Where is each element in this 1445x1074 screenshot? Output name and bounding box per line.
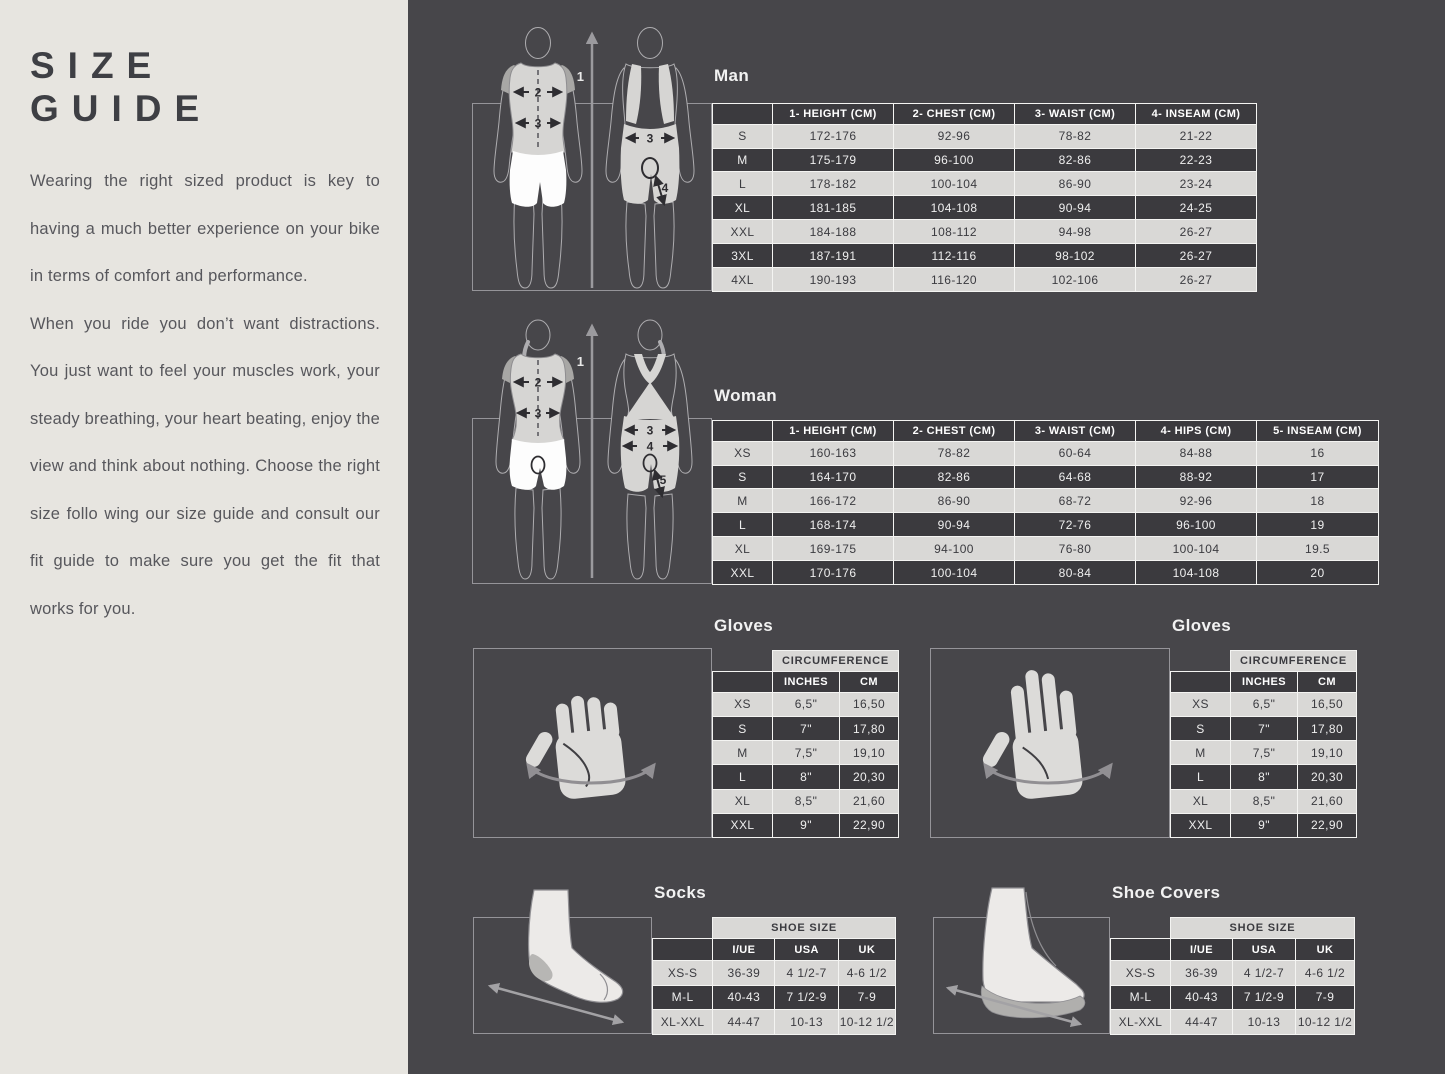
table-cell: 76-80 <box>1015 537 1136 561</box>
table-row <box>1171 692 1357 716</box>
table-cell: 8,5" <box>1231 789 1298 813</box>
table-cell: XL-XXL <box>653 1010 713 1035</box>
table-cell: 16,50 <box>840 692 899 716</box>
table-cell: M <box>713 489 773 513</box>
table-cell: 20,30 <box>840 765 899 789</box>
table-cell: S <box>713 124 773 148</box>
table-cell: XXL <box>713 813 773 837</box>
man-section-title: Man <box>714 66 750 85</box>
table-cell: 7,5" <box>773 741 840 765</box>
table-cell: 16,50 <box>1298 692 1357 716</box>
table-cell: 7 1/2-9 <box>775 985 838 1010</box>
table-cell: 187-191 <box>773 244 894 268</box>
size-guide-content <box>408 0 1445 1074</box>
table-cell: 44-47 <box>1171 1010 1233 1035</box>
table-cell: M <box>713 148 773 172</box>
table-cell: 86-90 <box>1015 172 1136 196</box>
table-cell: 24-25 <box>1136 196 1257 220</box>
table-cell: 26-27 <box>1136 268 1257 292</box>
table-cell: 4-6 1/2 <box>1296 960 1355 985</box>
table-header-row <box>713 671 899 692</box>
table-cell: 19.5 <box>1257 537 1379 561</box>
table-cell: 166-172 <box>773 489 894 513</box>
gloves-left-size-table <box>712 650 899 838</box>
table-cell: 22,90 <box>840 813 899 837</box>
table-cell: 40-43 <box>713 985 775 1010</box>
gloves-right-figure-frame <box>930 648 1170 838</box>
table-cell: XS-S <box>653 960 713 985</box>
table-cell: 4XL <box>713 268 773 292</box>
table-cell: M <box>1171 741 1231 765</box>
gloves-right-size-table <box>1170 650 1357 838</box>
column-header-cell: USA <box>775 939 838 960</box>
table-cell: 78-82 <box>894 441 1015 465</box>
woman-height-label: 1 <box>576 354 584 369</box>
table-cell: 98-102 <box>1015 244 1136 268</box>
table-header-row <box>713 104 1257 125</box>
table-cell: 10-13 <box>1233 1010 1296 1035</box>
fingerless-glove-illustration <box>474 649 711 837</box>
column-header-cell: 4- INSEAM (CM) <box>1136 104 1257 125</box>
table-row <box>713 789 899 813</box>
table-row <box>713 741 899 765</box>
column-header-cell <box>1111 939 1171 960</box>
table-cell: 96-100 <box>894 148 1015 172</box>
table-cell: 36-39 <box>713 960 775 985</box>
table-cell: 26-27 <box>1136 244 1257 268</box>
table-row <box>653 1010 896 1035</box>
column-header-cell <box>1171 671 1231 692</box>
table-header-row <box>1171 671 1357 692</box>
table-cell: 104-108 <box>894 196 1015 220</box>
socks-figure-frame <box>473 917 652 1034</box>
shoe-covers-figure-frame <box>933 917 1110 1034</box>
woman-back-waist-label: 3 <box>646 423 654 438</box>
table-cell: 4-6 1/2 <box>838 960 895 985</box>
man-measurement-diagram <box>474 24 714 294</box>
table-row <box>713 148 1257 172</box>
table-row <box>1111 985 1355 1010</box>
table-cell: 7,5" <box>1231 741 1298 765</box>
table-span-header-row <box>653 918 896 939</box>
table-cell: XS <box>713 441 773 465</box>
table-cell: 82-86 <box>894 465 1015 489</box>
table-cell: 92-96 <box>894 124 1015 148</box>
table-cell: 175-179 <box>773 148 894 172</box>
table-cell: L <box>713 765 773 789</box>
table-cell: 19,10 <box>1298 741 1357 765</box>
man-waist-label: 3 <box>534 116 542 131</box>
column-header-cell: UK <box>1296 939 1355 960</box>
empty-cell <box>653 918 713 939</box>
man-chest-label: 2 <box>534 85 542 100</box>
table-row <box>713 537 1379 561</box>
table-cell: 17,80 <box>840 717 899 741</box>
gloves-right-section-title: Gloves <box>1172 616 1232 635</box>
table-cell: 16 <box>1257 441 1379 465</box>
man-height-label: 1 <box>576 69 584 84</box>
man-inseam-label: 4 <box>661 181 669 195</box>
sock-illustration <box>474 918 651 1033</box>
table-cell: 102-106 <box>1015 268 1136 292</box>
table-row <box>713 268 1257 292</box>
column-header-cell: I/UE <box>1171 939 1233 960</box>
table-cell: 4 1/2-7 <box>775 960 838 985</box>
column-header-cell: 3- WAIST (CM) <box>1015 421 1136 442</box>
table-cell: 23-24 <box>1136 172 1257 196</box>
table-cell: 86-90 <box>894 489 1015 513</box>
woman-section-title: Woman <box>714 386 778 405</box>
column-header-cell: CM <box>1298 671 1357 692</box>
table-row <box>1111 960 1355 985</box>
table-cell: 4 1/2-7 <box>1233 960 1296 985</box>
column-header-cell: I/UE <box>713 939 775 960</box>
table-cell: XL <box>713 789 773 813</box>
table-cell: S <box>713 465 773 489</box>
table-row <box>653 985 896 1010</box>
shoe-cover-shape <box>983 888 1084 1002</box>
table-cell: 17 <box>1257 465 1379 489</box>
woman-size-table <box>712 420 1379 585</box>
shoe-covers-size-table <box>1110 917 1355 1035</box>
table-cell: 60-64 <box>1015 441 1136 465</box>
table-cell: 22,90 <box>1298 813 1357 837</box>
man-size-table <box>712 103 1257 292</box>
table-cell: XS <box>1171 692 1231 716</box>
table-cell: XS-S <box>1111 960 1171 985</box>
woman-measurement-diagram <box>474 316 714 586</box>
woman-chest-label: 2 <box>534 375 542 390</box>
column-header-cell: 3- WAIST (CM) <box>1015 104 1136 125</box>
shoe-covers-section-title: Shoe Covers <box>1112 883 1221 902</box>
table-row <box>713 441 1379 465</box>
column-header-cell: INCHES <box>1231 671 1298 692</box>
table-cell: 17,80 <box>1298 717 1357 741</box>
table-cell: 168-174 <box>773 513 894 537</box>
table-cell: 82-86 <box>1015 148 1136 172</box>
table-header-row <box>713 421 1379 442</box>
table-cell: 7 1/2-9 <box>1233 985 1296 1010</box>
table-span-header-row <box>1171 651 1357 672</box>
table-cell: 8" <box>1231 765 1298 789</box>
table-row <box>713 172 1257 196</box>
table-cell: 7-9 <box>838 985 895 1010</box>
table-cell: L <box>1171 765 1231 789</box>
table-row <box>653 960 896 985</box>
table-cell: XXL <box>1171 813 1231 837</box>
column-header-cell: USA <box>1233 939 1296 960</box>
table-cell: 36-39 <box>1171 960 1233 985</box>
table-cell: 20,30 <box>1298 765 1357 789</box>
table-span-header-cell: CIRCUMFERENCE <box>1231 651 1357 672</box>
table-cell: XL <box>713 537 773 561</box>
column-header-cell: INCHES <box>773 671 840 692</box>
shoe-cover-illustration <box>934 918 1109 1033</box>
table-cell: 100-104 <box>894 172 1015 196</box>
table-span-header-row <box>713 651 899 672</box>
table-row <box>1171 765 1357 789</box>
table-cell: 19,10 <box>840 741 899 765</box>
table-cell: XXL <box>713 220 773 244</box>
table-cell: 44-47 <box>713 1010 775 1035</box>
table-cell: 40-43 <box>1171 985 1233 1010</box>
table-cell: 3XL <box>713 244 773 268</box>
table-row <box>713 465 1379 489</box>
table-cell: 7-9 <box>1296 985 1355 1010</box>
sock-shape <box>529 890 623 1002</box>
table-cell: 84-88 <box>1136 441 1257 465</box>
column-header-cell: 1- HEIGHT (CM) <box>773 104 894 125</box>
table-cell: 164-170 <box>773 465 894 489</box>
table-row <box>1171 789 1357 813</box>
table-cell: 190-193 <box>773 268 894 292</box>
table-cell: 78-82 <box>1015 124 1136 148</box>
page-title-line1: SIZE <box>30 45 165 86</box>
table-cell: 7" <box>773 717 840 741</box>
table-cell: 90-94 <box>894 513 1015 537</box>
table-cell: 94-100 <box>894 537 1015 561</box>
table-cell: 18 <box>1257 489 1379 513</box>
table-span-header-cell: SHOE SIZE <box>713 918 896 939</box>
sidebar <box>0 0 408 1074</box>
table-cell: 10-13 <box>775 1010 838 1035</box>
table-cell: L <box>713 513 773 537</box>
column-header-cell <box>713 671 773 692</box>
table-cell: 20 <box>1257 561 1379 585</box>
table-row <box>713 244 1257 268</box>
table-cell: 178-182 <box>773 172 894 196</box>
table-row <box>713 489 1379 513</box>
table-cell: 68-72 <box>1015 489 1136 513</box>
table-cell: 9" <box>773 813 840 837</box>
table-cell: XS <box>713 692 773 716</box>
table-span-header-cell: SHOE SIZE <box>1171 918 1355 939</box>
socks-size-table <box>652 917 896 1035</box>
table-row <box>1171 813 1357 837</box>
table-cell: S <box>1171 717 1231 741</box>
table-cell: 9" <box>1231 813 1298 837</box>
table-cell: 80-84 <box>1015 561 1136 585</box>
column-header-cell: 1- HEIGHT (CM) <box>773 421 894 442</box>
column-header-cell <box>713 104 773 125</box>
column-header-cell <box>653 939 713 960</box>
table-cell: 170-176 <box>773 561 894 585</box>
table-cell: 21,60 <box>840 789 899 813</box>
column-header-cell: 2- CHEST (CM) <box>894 104 1015 125</box>
table-cell: 88-92 <box>1136 465 1257 489</box>
table-cell: XXL <box>713 561 773 585</box>
table-cell: 112-116 <box>894 244 1015 268</box>
table-cell: 6,5" <box>773 692 840 716</box>
page-title <box>30 44 380 130</box>
intro-paragraph-2: When you ride you don’t want distractions. You just want to feel your muscles work, your steady breathing, your heart beating, enjoy the view and think about nothing. Choose the right size follo wing our size guide and consult our fit guide to make sure you get the fit that works for you. <box>30 314 380 618</box>
table-cell: 26-27 <box>1136 220 1257 244</box>
table-cell: 108-112 <box>894 220 1015 244</box>
table-cell: 100-104 <box>894 561 1015 585</box>
table-cell: 8" <box>773 765 840 789</box>
empty-cell <box>713 651 773 672</box>
table-cell: 181-185 <box>773 196 894 220</box>
table-row <box>713 196 1257 220</box>
table-cell: 90-94 <box>1015 196 1136 220</box>
column-header-cell: UK <box>838 939 895 960</box>
table-cell: 184-188 <box>773 220 894 244</box>
woman-waist-label: 3 <box>534 406 542 421</box>
table-header-row <box>1111 939 1355 960</box>
table-row <box>713 765 899 789</box>
woman-inseam-label: 5 <box>659 473 667 487</box>
table-cell: 172-176 <box>773 124 894 148</box>
intro-paragraph-1: Wearing the right sized product is key to having a much better experience on your bike in terms of comfort and performance. <box>30 172 380 285</box>
table-row <box>1171 741 1357 765</box>
column-header-cell: 2- CHEST (CM) <box>894 421 1015 442</box>
table-cell: 169-175 <box>773 537 894 561</box>
table-row <box>713 513 1379 537</box>
page-title-line2: GUIDE <box>30 88 213 129</box>
table-cell: 116-120 <box>894 268 1015 292</box>
table-row <box>1111 1010 1355 1035</box>
table-cell: 104-108 <box>1136 561 1257 585</box>
column-header-cell <box>713 421 773 442</box>
table-row <box>713 220 1257 244</box>
socks-section-title: Socks <box>654 883 707 902</box>
table-cell: 160-163 <box>773 441 894 465</box>
table-span-header-row <box>1111 918 1355 939</box>
column-header-cell: 5- INSEAM (CM) <box>1257 421 1379 442</box>
gloves-left-section-title: Gloves <box>714 616 774 635</box>
table-row <box>713 717 899 741</box>
table-cell: 72-76 <box>1015 513 1136 537</box>
table-cell: 92-96 <box>1136 489 1257 513</box>
table-row <box>1171 717 1357 741</box>
column-header-cell: 4- HIPS (CM) <box>1136 421 1257 442</box>
table-cell: 7" <box>1231 717 1298 741</box>
table-cell: L <box>713 172 773 196</box>
table-cell: 10-12 1/2 <box>838 1010 895 1035</box>
table-row <box>713 692 899 716</box>
table-cell: 21,60 <box>1298 789 1357 813</box>
empty-cell <box>1171 651 1231 672</box>
table-cell: S <box>713 717 773 741</box>
table-cell: 22-23 <box>1136 148 1257 172</box>
table-cell: M-L <box>1111 985 1171 1010</box>
table-cell: M-L <box>653 985 713 1010</box>
full-glove-illustration <box>931 649 1169 837</box>
table-span-header-cell: CIRCUMFERENCE <box>773 651 899 672</box>
woman-hips-label: 4 <box>646 439 654 454</box>
table-header-row <box>653 939 896 960</box>
man-back-waist-label: 3 <box>646 131 654 146</box>
table-cell: 94-98 <box>1015 220 1136 244</box>
table-cell: 21-22 <box>1136 124 1257 148</box>
table-cell: 8,5" <box>773 789 840 813</box>
table-cell: XL <box>1171 789 1231 813</box>
table-cell: 100-104 <box>1136 537 1257 561</box>
table-cell: 64-68 <box>1015 465 1136 489</box>
gloves-left-figure-frame <box>473 648 712 838</box>
column-header-cell: CM <box>840 671 899 692</box>
table-row <box>713 561 1379 585</box>
table-row <box>713 124 1257 148</box>
table-cell: 96-100 <box>1136 513 1257 537</box>
table-cell: 19 <box>1257 513 1379 537</box>
table-cell: M <box>713 741 773 765</box>
table-cell: XL <box>713 196 773 220</box>
table-cell: 6,5" <box>1231 692 1298 716</box>
fingerless-glove <box>517 692 627 804</box>
empty-cell <box>1111 918 1171 939</box>
table-cell: XL-XXL <box>1111 1010 1171 1035</box>
table-row <box>713 813 899 837</box>
table-cell: 10-12 1/2 <box>1296 1010 1355 1035</box>
